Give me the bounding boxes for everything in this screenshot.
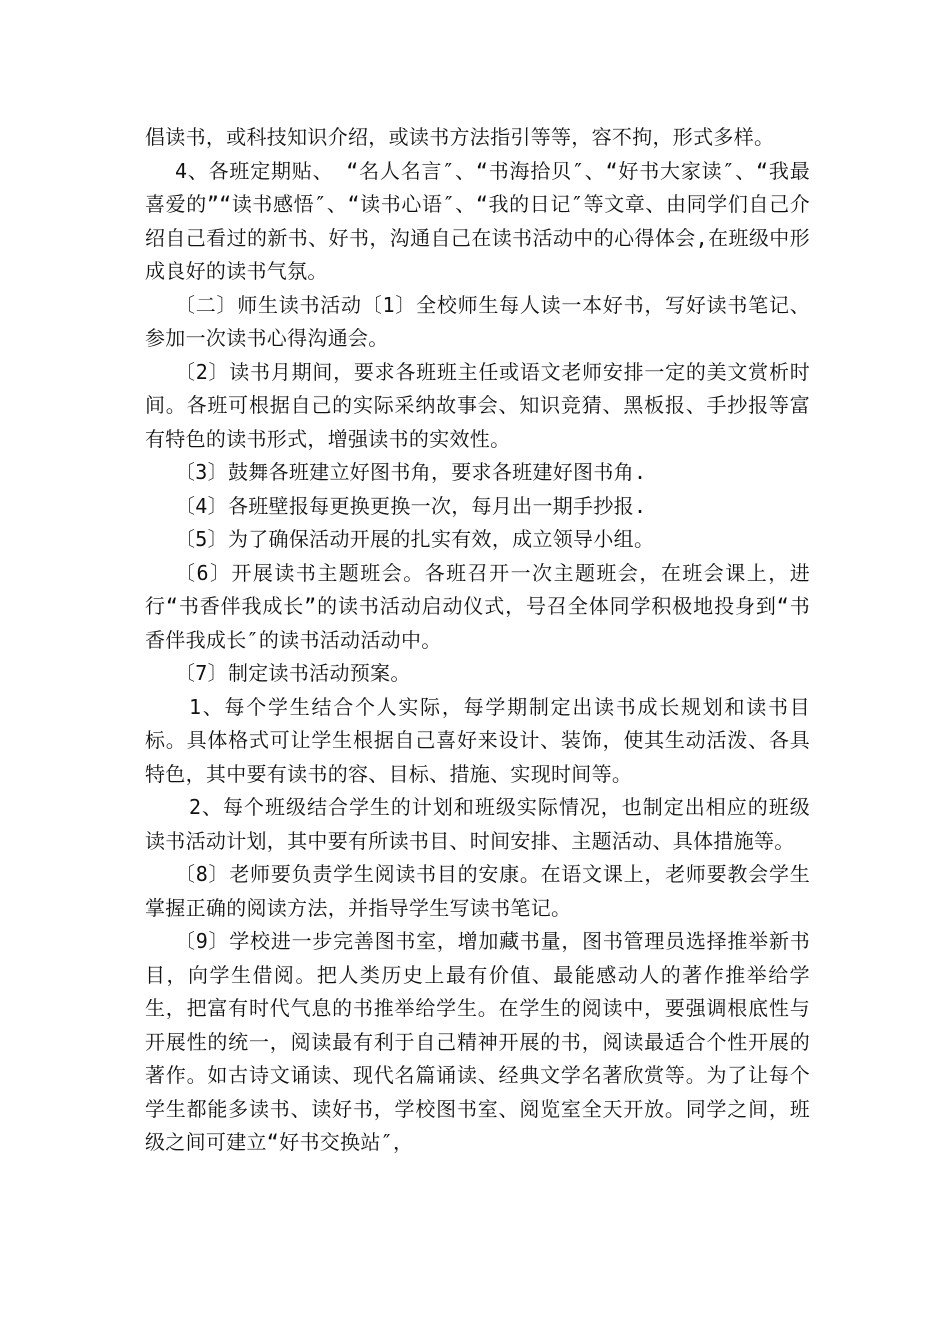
paragraph-9: 1、每个学生结合个人实际，每学期制定出读书成长规划和读书目标。具体格式可让学生根据自己喜好来设计、装饰，使其生动活泼、各具特色，其中要有读书的容、目标、措施、实现时间等。 [145, 694, 810, 786]
paragraph-8: 〔7〕制定读书活动预案。 [175, 661, 411, 685]
paragraph-10: 2、每个班级结合学生的计划和班级实际情况，也制定出相应的班级读书活动计划，其中要有所读书目、时间安排、主题活动、具体措施等。 [145, 795, 810, 853]
paragraph-7: 〔6〕开展读书主题班会。各班召开一次主题班会，在班会课上，进行“书香伴我成长”的读书活动启动仪式，号召全体同学积极地投身到“书香伴我成长″的读书活动活动中。 [145, 560, 810, 652]
paragraph-5: 〔4〕各班壁报每更换更换一次，每月出一期手抄报. [175, 493, 647, 518]
paragraph-6: 〔5〕为了确保活动开展的扎实有效，成立领导小组。 [175, 527, 655, 551]
paragraph-12: 〔9〕学校进一步完善图书室，增加藏书量，图书管理员选择推举新书目，向学生借阅。把人类历史上最有价值、最能感动人的著作推举给学生，把富有时代气息的书推举给学生。在学生的阅读中，要强调根底性与开展性的统一，阅读最有利于自己精神开展的书，阅读最适合个性开展的著作。如古诗文诵读、现代名篇诵读、经典文学名著欣赏等。为了让每个学生都能多读书、读好书，学校图书室、阅览室全天开放。同学之间，班级之间可建立“好书交换站″， [145, 929, 810, 1154]
paragraph-11: 〔8〕老师要负责学生阅读书目的安康。在语文课上，老师要教会学生掌握正确的阅读方法，并指导学生写读书笔记。 [145, 862, 810, 920]
paragraph-3: 〔2〕读书月期间，要求各班班主任或语文老师安排一定的美文赏析时间。各班可根据自己的实际采纳故事会、知识竞猜、黑板报、手抄报等富有特色的读书形式，增强读书的实效性。 [145, 359, 810, 451]
paragraph-0: 倡读书，或科技知识介绍，或读书方法指引等等，容不拘，形式多样。 [145, 125, 775, 149]
paragraph-4: 〔3〕鼓舞各班建立好图书角，要求各班建好图书角. [175, 460, 647, 484]
paragraph-1: 4、各班定期贴、 “名人名言″、“书海拾贝″、“好书大家读″、“我最喜爱的”“读书感悟″、“读书心语″、“我的日记″等文章、由同学们自己介绍自己看过的新书、好书，沟通自己在读书活动中的心得体会,在班级中形成良好的读书气氛。 [145, 158, 810, 283]
document-body [145, 121, 810, 1160]
paragraph-2: 〔二〕师生读书活动〔1〕全校师生每人读一本好书，写好读书笔记、参加一次读书心得沟通会。 [145, 292, 810, 350]
